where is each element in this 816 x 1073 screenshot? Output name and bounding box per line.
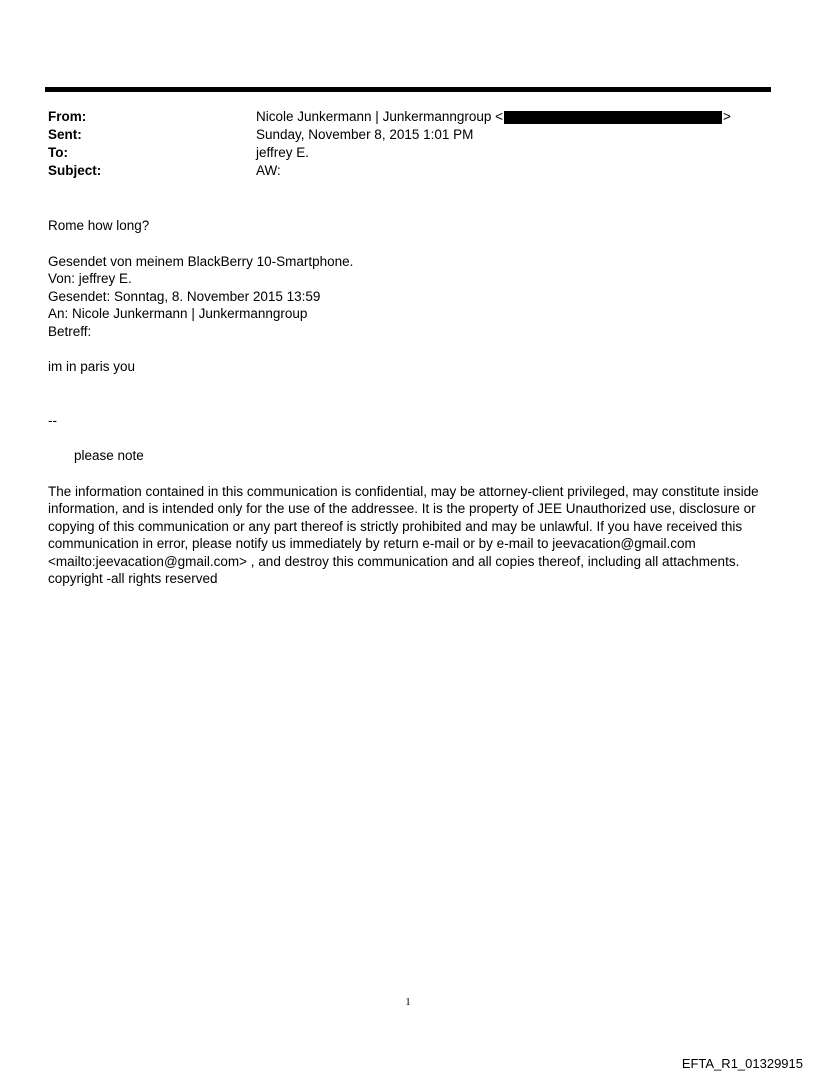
signature-separator: --	[48, 412, 57, 428]
header-divider	[45, 87, 771, 92]
from-label: From:	[48, 109, 87, 124]
to-row	[48, 144, 768, 162]
body-line: im in paris you	[48, 359, 136, 374]
sent-label: Sent:	[48, 127, 82, 142]
subject-label: Subject:	[48, 163, 102, 178]
subject-value: AW:	[256, 163, 281, 178]
sent-row	[48, 126, 768, 144]
quoted-line: Gesendet: Sonntag, 8. November 2015 13:59	[48, 288, 321, 304]
from-bracket-close: >	[723, 109, 731, 124]
page-number: 1	[405, 996, 411, 1008]
to-value: jeffrey E.	[256, 145, 310, 160]
from-value	[256, 108, 731, 126]
note-heading: please note	[74, 448, 144, 463]
quoted-line: Gesendet von meinem BlackBerry 10-Smartphone.	[48, 253, 354, 269]
redaction-block	[504, 111, 722, 124]
email-header	[48, 108, 768, 180]
quoted-line: Von: jeffrey E.	[48, 271, 132, 286]
quoted-line: Betreff:	[48, 323, 92, 339]
quoted-line: An: Nicole Junkermann | Junkermanngroup	[48, 306, 308, 321]
document-id: EFTA_R1_01329915	[681, 1056, 803, 1071]
to-label: To:	[48, 145, 68, 160]
body-line: Rome how long?	[48, 218, 150, 233]
sent-value: Sunday, November 8, 2015 1:01 PM	[256, 127, 474, 142]
disclaimer-text: The information contained in this communication is confidential, may be attorney-client privileged, may constitute inside information, and is intended only for the use of the addressee. It is the property of JEE Unauthorized use, disclosure or copying of this communication or any part thereof is strictly prohibited and may be unlawful. If you have received this communication in error, please notify us immediately by return e-mail or by e-mail to jeevacation@gmail.com <mailto:jeevacation@gmail.com> , and destroy this communication and all copies thereof, including all attachments. copyright -all rights reserved	[48, 483, 759, 586]
email-body	[48, 217, 768, 588]
from-row	[48, 108, 768, 126]
from-name: Nicole Junkermann | Junkermanngroup <	[256, 109, 504, 124]
subject-row	[48, 162, 768, 180]
